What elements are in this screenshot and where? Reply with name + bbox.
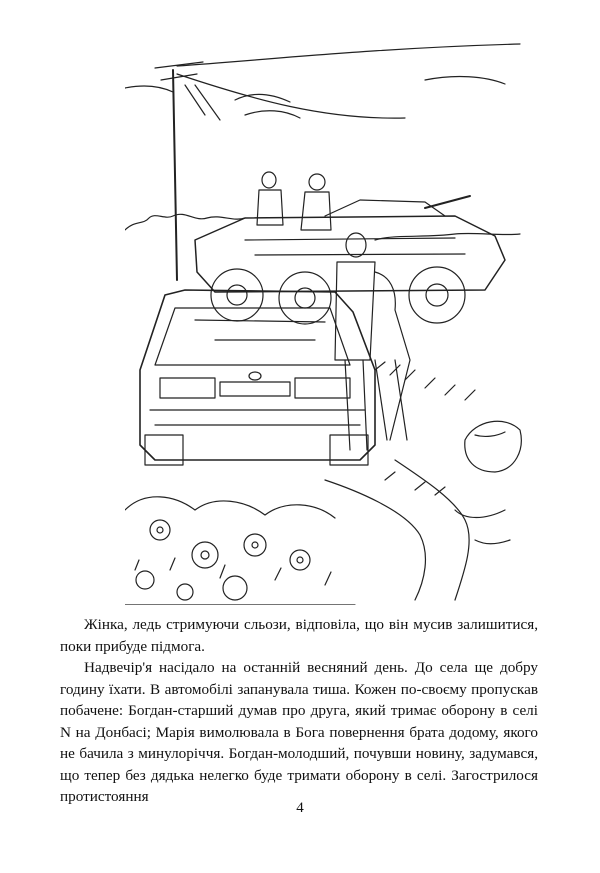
power-line bbox=[155, 44, 520, 280]
page-number: 4 bbox=[296, 800, 304, 816]
people bbox=[335, 233, 410, 450]
text-block bbox=[60, 614, 538, 808]
rock bbox=[465, 421, 521, 472]
paragraph-1: Жінка, ледь стримуючи сльози, відповіла, що він мусив залишитися, поки прибуде підмога. bbox=[60, 616, 538, 655]
illustration bbox=[125, 40, 525, 605]
foreground-flowers bbox=[125, 497, 355, 605]
road bbox=[325, 460, 510, 600]
grass-right bbox=[375, 362, 475, 495]
car bbox=[140, 290, 375, 465]
paragraph-2: Надвечір'я насідало на останній весняний день. До села ще добру годину їхати. В автомобілі запанувала тиша. Кожен по-своєму пропускав побачене: Богдан-старший думав про друга, який тримає оборону в селі N на Донбасі; Марія вимолювала в Бога повернення брата додому, якого не бачила з минулоріччя. Богдан-молодший, почувши новину, задумався, що тепер без дядька нелегко буде тримати оборону в селі. Загострилося протистояння bbox=[60, 659, 538, 805]
armored-vehicle bbox=[195, 196, 505, 324]
soldiers bbox=[257, 172, 331, 230]
